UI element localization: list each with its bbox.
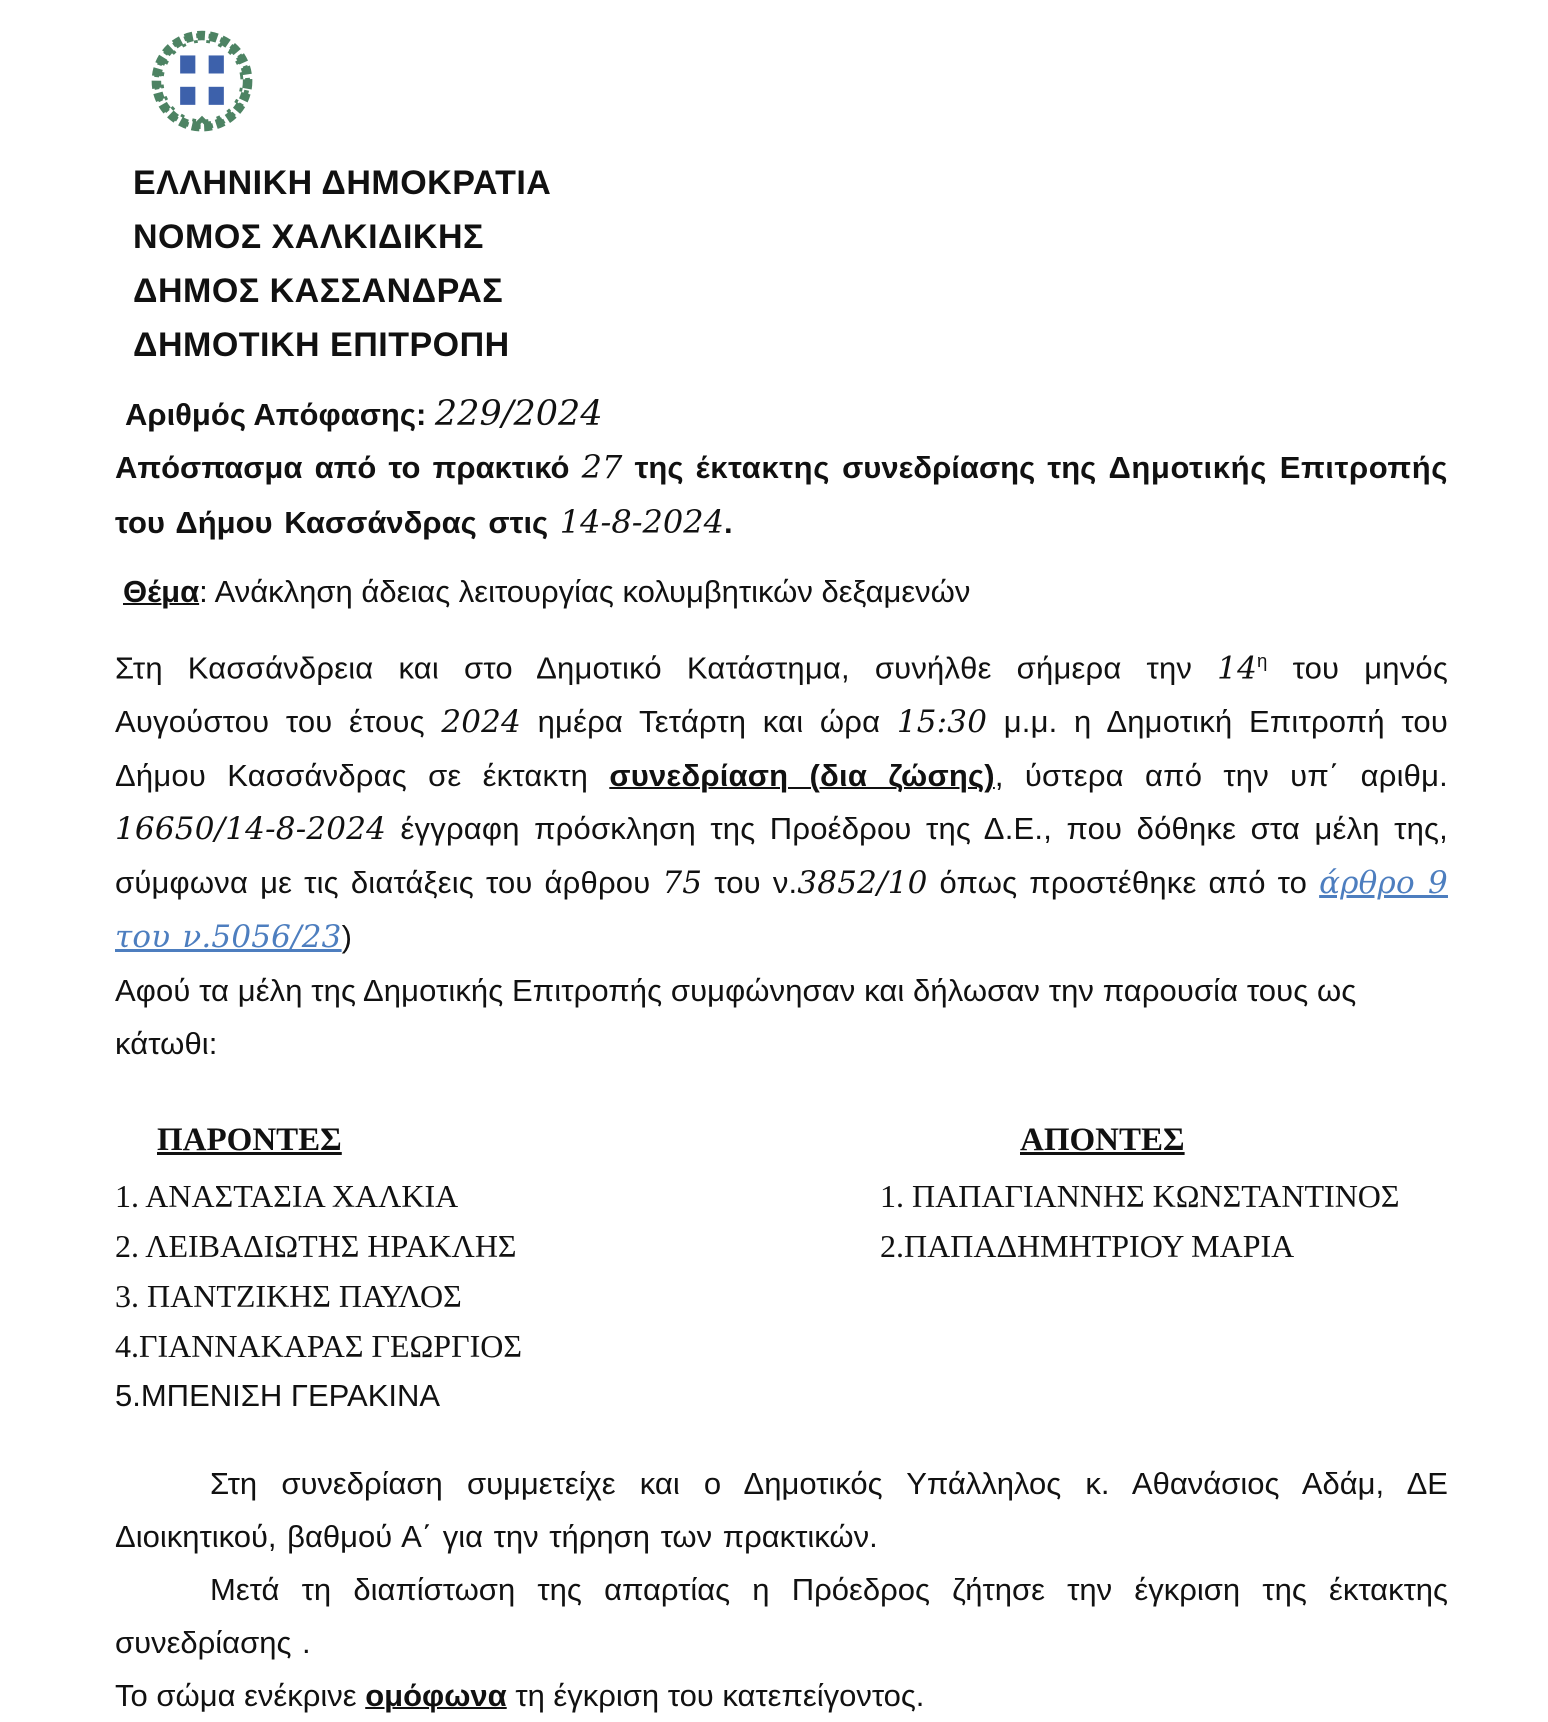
intro-text: Στη Κασσάνδρεια και στο Δημοτικό Κατάστημα, συνήλθε σήμερα την — [115, 650, 1218, 686]
ordinal-suffix: η — [1257, 650, 1268, 671]
article-number: 75 — [662, 865, 703, 902]
present-header: ΠΑΡΟΝΤΕΣ — [157, 1122, 342, 1159]
decision-number-line — [125, 394, 1448, 434]
intro-text: , ύστερα από την υπ΄ αριθμ. — [994, 758, 1448, 794]
excerpt-text: Απόσπασμα από το πρακτικό — [115, 450, 582, 485]
present-member-1: 1. ΑΝΑΣΤΑΣΙΑ ΧΑΛΚΙΑ — [115, 1178, 459, 1215]
quorum-line: Αφού τα μέλη της Δημοτικής Επιτροπής συμφώνησαν και δήλωσαν την παρουσία τους ως κάτωθι: — [115, 973, 1357, 1062]
session-date: 14-8-2024 — [559, 503, 724, 541]
decision-number-label: Αριθμός Απόφασης: — [125, 397, 427, 432]
secretary-paragraph: Στη συνεδρίαση συμμετείχε και ο Δημοτικός Υπάλληλος κ. Αθανάσιος Αδάμ, ΔΕ Διοικητικού, βαθμού Α΄ για την τήρηση των πρακτικών. — [115, 1466, 1448, 1555]
closing-text: Το σώμα ενέκρινε — [115, 1678, 366, 1714]
intro-text: έγγραφη πρόσκληση της Προέδρου της Δ.Ε., που δόθηκε στα μέλη της, σύμφωνα με τις διατάξεις του άρθρου — [115, 811, 1448, 901]
attendance-section — [115, 1122, 1448, 1421]
present-member-3: 3. ΠΑΝΤΖΙΚΗΣ ΠΑΥΛΟΣ — [115, 1278, 462, 1315]
intro-text: ) — [341, 919, 353, 955]
closing-text: τη έγκριση του κατεπείγοντος. — [506, 1678, 925, 1714]
present-column — [115, 1122, 860, 1421]
agency-header — [133, 156, 1448, 372]
closing-block — [115, 1457, 1448, 1722]
extraordinary-word: έκτακτης — [695, 450, 830, 485]
present-member-5: 5.ΜΠΕΝΙΣΗ ΓΕΡΑΚΙΝΑ — [115, 1378, 441, 1414]
agency-line-committee: ΔΗΜΟΤΙΚΗ ΕΠΙΤΡΟΠΗ — [133, 326, 510, 364]
excerpt-text: του Δήμου Κασσάνδρας στις — [115, 505, 560, 540]
intro-text: του μηνός Αυγούστου του έτους — [115, 650, 1448, 740]
excerpt-text: . — [723, 505, 733, 540]
present-member-4: 4.ΓΙΑΝΝΑΚΑΡΑΣ ΓΕΩΡΓΙΟΣ — [115, 1328, 522, 1365]
invitation-protocol-number: 16650/14-8-2024 — [115, 811, 387, 848]
subject-label: Θέμα — [123, 574, 200, 609]
meeting-day-number: 14 — [1217, 650, 1257, 687]
excerpt-text: συνεδρίασης της — [829, 450, 1109, 485]
quorum-approval-paragraph: Μετά τη διαπίστωση της απαρτίας η Πρόεδρος ζήτησε την έγκριση της έκτακτης συνεδρίασης . — [115, 1572, 1448, 1661]
session-type-emphasis: συνεδρίαση (δια ζώσης) — [609, 758, 995, 794]
intro-text: ημέρα Τετάρτη και ώρα — [521, 704, 897, 740]
intro-text: του ν. — [702, 865, 798, 901]
agency-line-prefecture: ΝΟΜΟΣ ΧΑΛΚΙΔΙΚΗΣ — [133, 218, 484, 256]
intro-text: μ.μ. η Δημοτική Επιτροπή του Δήμου Κασσάνδρας σε έκτακτη — [115, 704, 1448, 794]
greek-coat-of-arms-icon — [145, 26, 1448, 142]
unanimous-word: ομόφωνα — [365, 1678, 507, 1714]
intro-text: όπως προστέθηκε από το — [927, 865, 1320, 901]
agency-line-municipality: ΔΗΜΟΣ ΚΑΣΣΑΝΔΡΑΣ — [133, 272, 504, 310]
present-member-2: 2. ΛΕΙΒΑΔΙΩΤΗΣ ΗΡΑΚΛΗΣ — [115, 1228, 517, 1265]
absent-column — [860, 1122, 1448, 1421]
absent-member-1: 1. ΠΑΠΑΓΙΑΝΝΗΣ ΚΩΝΣΤΑΝΤΙΝΟΣ — [880, 1178, 1400, 1215]
law-article-link[interactable]: άρθρο 9 του ν.5056/23 — [115, 865, 1448, 956]
minutes-number: 27 — [581, 448, 623, 486]
law-number: 3852/10 — [797, 865, 928, 902]
subject-text: : Ανάκληση άδειας λειτουργίας κολυμβητικών δεξαμενών — [199, 574, 971, 609]
meeting-year: 2024 — [441, 704, 522, 741]
subject-line — [123, 574, 1448, 610]
excerpt-paragraph — [115, 440, 1448, 550]
intro-paragraph — [115, 634, 1448, 964]
absent-header: ΑΠΟΝΤΕΣ — [1020, 1122, 1185, 1159]
absent-member-2: 2.ΠΑΠΑΔΗΜΗΤΡΙΟΥ ΜΑΡΙΑ — [880, 1228, 1295, 1265]
meeting-time: 15:30 — [896, 704, 988, 741]
agency-line-republic: ΕΛΛΗΝΙΚΗ ΔΗΜΟΚΡΑΤΙΑ — [133, 164, 552, 202]
excerpt-text: της — [622, 450, 696, 485]
unanimous-approval-line — [115, 1669, 1448, 1722]
committee-name: Δημοτικής Επιτροπής — [1108, 450, 1448, 485]
decision-number-value: 229/2024 — [434, 394, 603, 434]
